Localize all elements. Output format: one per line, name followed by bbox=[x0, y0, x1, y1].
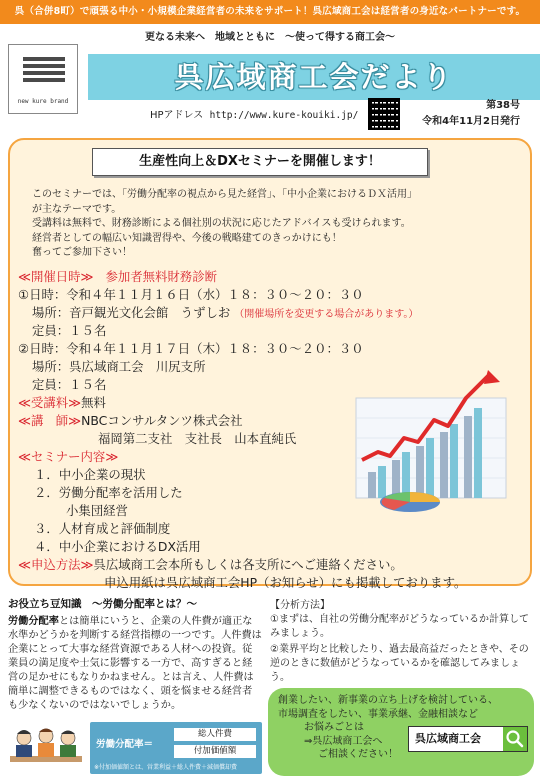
contents-label: ≪セミナー内容≫ bbox=[18, 449, 119, 464]
analysis-heading: 【分析方法】 bbox=[270, 600, 330, 611]
contact-line: ご相談ください！ bbox=[318, 749, 398, 760]
formula-denominator: 付加価値額 bbox=[174, 745, 256, 758]
qr-code-icon[interactable] bbox=[368, 98, 400, 130]
contact-line: お悩みごとは bbox=[304, 722, 364, 733]
lecturer-company: NBCコンサルタンツ株式会社 bbox=[81, 413, 243, 428]
session1-capacity: 定員：１５名 bbox=[32, 323, 107, 338]
schedule-note: 参加者無料財務診断 bbox=[105, 269, 217, 284]
people-meeting-icon bbox=[6, 722, 86, 774]
content-item: ２．労働分配率を活用した bbox=[34, 485, 183, 500]
session2-date: ②日時：令和４年１１月１７日（木）１８：３０～２０：３０ bbox=[18, 341, 364, 356]
intro-line: 経営者としての幅広い知識習得や、今後の戦略建てのきっかけにも！ bbox=[32, 232, 342, 244]
fee-label: ≪受講料≫ bbox=[18, 395, 82, 410]
content-item: ４．中小企業におけるDX活用 bbox=[34, 539, 201, 554]
formula-numerator: 総人件費 bbox=[174, 728, 256, 741]
hp-url[interactable]: http://www.kure-kouiki.jp/ bbox=[209, 110, 359, 121]
header bbox=[0, 24, 540, 136]
session1-place-name: 音戸観光文化会館 うずしお bbox=[69, 305, 231, 320]
tips-title: お役立ち豆知識 ～労働分配率とは？～ bbox=[8, 598, 197, 610]
apply-label: ≪申込方法≫ bbox=[18, 557, 94, 572]
seminar-title: 生産性向上＆DXセミナーを開催します！ bbox=[92, 148, 428, 176]
intro-line: 奮ってご参加下さい！ bbox=[32, 247, 132, 259]
intro-line: 受講料は無料で、財務診断による個社別の状況に応じたアドバイスも受けられます。 bbox=[32, 218, 411, 230]
search-button[interactable] bbox=[503, 727, 527, 751]
session1-date: ①日時：令和４年１１月１６日（水）１８：３０～２０：３０ bbox=[18, 287, 364, 302]
growth-chart-illustration-icon bbox=[338, 368, 516, 518]
apply-text-1: 呉広域商工会本所もしくは各支所にへご連絡ください。 bbox=[93, 557, 403, 572]
search-box[interactable] bbox=[408, 726, 528, 752]
tips-body bbox=[6, 615, 262, 713]
search-icon bbox=[503, 727, 527, 751]
session1-place-label: 場所： bbox=[32, 305, 70, 320]
analysis-line: ②業界平均と比較したり、過去最高益だったときや、その逆のときに数値がどうなっているかを確認してみましょう。 bbox=[270, 644, 529, 683]
title-band bbox=[88, 54, 540, 100]
tips-section bbox=[6, 596, 262, 776]
seminar-intro bbox=[32, 188, 522, 261]
lecturer-name: 福岡第二支社 支社長 山本直純氏 bbox=[98, 431, 297, 446]
session1-place-note: （開催場所を変更する場合があります。） bbox=[234, 309, 419, 320]
session1-place bbox=[32, 304, 418, 323]
newsletter-title: 呉広域商工会だより bbox=[174, 60, 454, 94]
lecturer-row bbox=[18, 412, 243, 429]
brand-logo bbox=[8, 44, 78, 114]
fee-row bbox=[18, 394, 106, 411]
formula-label: 労働分配率＝ bbox=[96, 739, 154, 750]
content-item: 小集団経営 bbox=[66, 503, 128, 518]
search-text: 呉広域商工会 bbox=[415, 732, 481, 745]
schedule-heading bbox=[18, 268, 217, 285]
issue-date: 令和4年11月2日発行 bbox=[422, 116, 520, 127]
hp-label: HPアドレス bbox=[150, 110, 204, 121]
intro-line: このセミナーでは、「労働分配率の視点から見た経営」、「中小企業におけるＤＸ活用」 bbox=[32, 189, 417, 200]
content-item: １．中小企業の現状 bbox=[34, 467, 146, 482]
contact-line: 市場調査をしたい、事業承継、金融相談など bbox=[278, 708, 478, 720]
issue-number: 第38号 bbox=[486, 100, 520, 111]
formula-note: ※付加価値額とは、営業利益＋総人件費＋減価償却費 bbox=[94, 764, 238, 771]
apply-text-2: 申込用紙は呉広域商工会HP（お知らせ）にも掲載しております。 bbox=[104, 575, 467, 590]
contact-line: 創業したい、新事業の立ち上げを検討している、 bbox=[278, 695, 498, 706]
labor-share-formula bbox=[90, 722, 262, 774]
content-item: ３．人材育成と評価制度 bbox=[34, 521, 171, 536]
tips-text: とは簡単にいうと、企業の人件費が適正な水準かどうかを判断する経営指標の一つです。人件費は企業にとって大事な経営資源である人材への投資。従業員の満足度や士気に影響する一方で、高すぎると経営の足かせにもなりかねません。とは言え、人件費は簡単に調整できるものではなく、頭を悩ませる経営者も少なくないのではないでしょうか。 bbox=[8, 616, 262, 711]
schedule-label: ≪開催日時≫ bbox=[18, 269, 94, 284]
session2-capacity: 定員：１５名 bbox=[32, 377, 107, 392]
header-subtitle: 更なる未来へ 地域とともに ～使って得する商工会～ bbox=[145, 32, 395, 43]
apply-row bbox=[18, 556, 403, 573]
tips-term: 労働分配率 bbox=[8, 616, 59, 627]
analysis-line: ①まずは、自社の労働分配率がどうなっているか計算してみましょう。 bbox=[270, 614, 529, 639]
seminar-section bbox=[8, 138, 532, 590]
logo-text: new kure brand bbox=[17, 98, 69, 105]
hp-address bbox=[150, 106, 358, 121]
top-banner: 呉（合併8町）で頑張る中小・小規模企業経営者の未来をサポート！呉広域商工会は経営者の身近なパートナーです。 bbox=[0, 0, 540, 24]
contact-box bbox=[268, 688, 534, 776]
analysis-section bbox=[270, 596, 534, 682]
issue-info bbox=[408, 98, 520, 130]
session2-place: 場所：呉広域商工会 川尻支所 bbox=[32, 359, 206, 374]
lecturer-label: ≪講 師≫ bbox=[18, 413, 82, 428]
fee-value: 無料 bbox=[81, 395, 106, 410]
contact-line: ⇒呉広域商工会へ bbox=[304, 735, 383, 747]
intro-line: が主なテーマです。 bbox=[32, 203, 122, 215]
